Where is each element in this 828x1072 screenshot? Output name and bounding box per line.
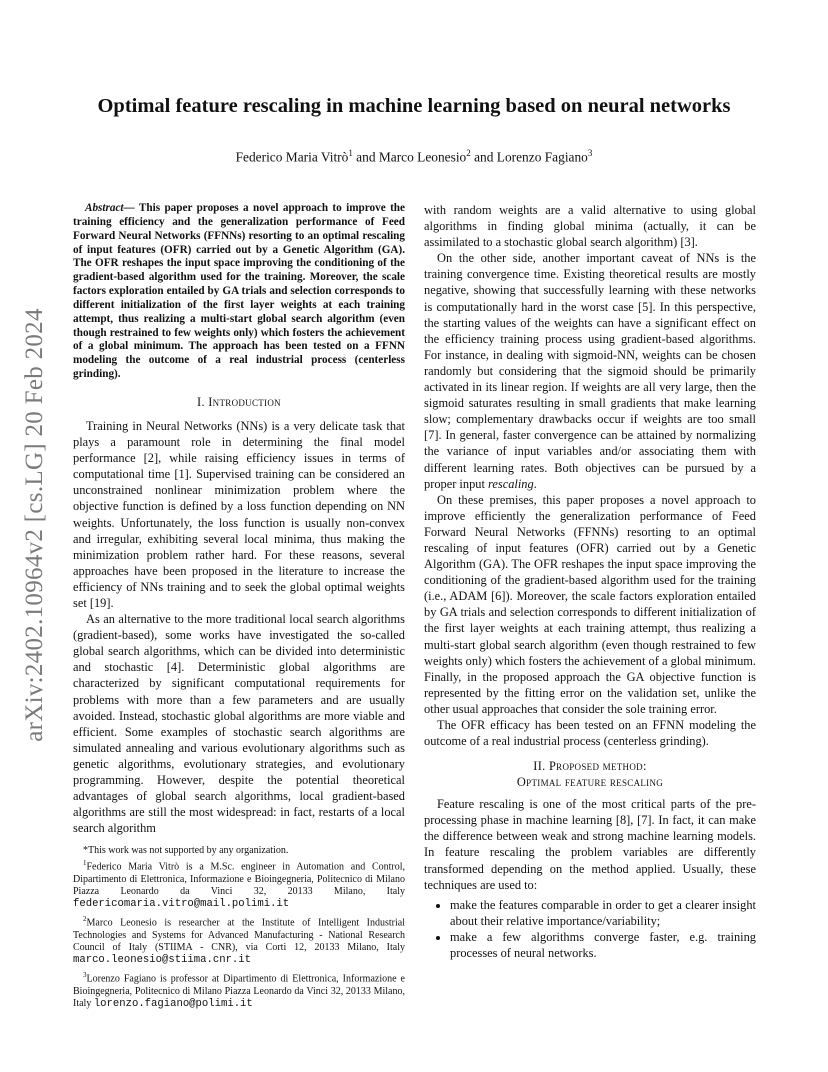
section-heading-introduction: I. Introduction <box>197 394 281 409</box>
intro-paragraph-4-text: On the other side, another important caveat of NNs is the training convergence time. Existing theoretical results are mostly negative, showing that successfully learning with these networks is computationally hard in the worst case [5]. In this perspective, the starting values of the weights can have a significant effect on the efficiency training process using gradient-based algorithms. For instance, in dealing with sigmoid-NN, weights can be chosen randomly but considering that the sigmoid should be primarily activated in its linear region. If weights are all very large, then the sigmoid saturates resulting in small gradients that make learning slow; complementary drawbacks occur if weights are too small [7]. In general, faster convergence can be attained by normalizing the variance of input variables and/or associating them with different learning rates. Both objectives can be pursued by a proper input <box>424 251 756 491</box>
intro-paragraph-2: As an alternative to the more traditional local search algorithms (gradient-based), some works have investigated the so-called global search algorithms, which can be divided into deterministic and stochastic [4]. Deterministic global algorithms are characterized by significant computational requirements for problems with more than a few parameters and are usually avoided. Instead, stochastic global algorithms are more viable and efficient. Some examples of stochastic search algorithms are simulated annealing and various evolutionary algorithms such as genetic algorithms, evolutionary strategies, and evolutionary programming. However, despite the potential theoretical advantages of global search algorithms, local gradient-based algorithms are still the most widespread: in fact, restarts of a local search algorithm <box>73 612 405 836</box>
intro-paragraph-4-end: . <box>533 476 537 491</box>
list-item: • make a few algorithms converge faster, e.g. training processes of neural networks. <box>450 929 756 961</box>
intro-paragraph-3: with random weights are a valid alternative to using global algorithms in finding global minima (actually, it can be assimilated to a stochastic global search algorithm) [3]. <box>424 203 756 250</box>
footnote-3 <box>73 969 405 1010</box>
author-3-affil: 3 <box>587 148 593 158</box>
section-heading-line-1: II. Proposed method: <box>533 759 647 774</box>
abstract-text <box>73 202 405 382</box>
method-paragraph-1: Feature rescaling is one of the most critical parts of the pre-processing phase in machine learning [8], [7]. In fact, it can make the difference between weak and strong machine learning models. In feature rescaling the problem variables are differently transformed depending on the method applied. Usually, these techniques are used to: <box>424 797 756 892</box>
footnote-1-email: federicomaria.vitro@mail.polimi.it <box>73 898 290 911</box>
intro-paragraph-5: On these premises, this paper proposes a novel approach to improve efficiently the generalization performance of Feed Forward Neural Networks (FFNNs) resorting to an optimal rescaling of input features (OFR) carried out by a Genetic Algorithm (GA). The OFR reshapes the input space improving the conditioning of the gradient-based algorithm used for the training (i.e., ADAM [6]). Moreover, the scale factors exploration entailed by GA trials and selection corresponds to different initialization of the first layer weights at each training attempt, thus realizing a multi-start global search algorithm (even though restrained to few weights only) which fosters the achievement of a global minimum. Finally, in the proposed approach the GA objective function is represented by the fitting error on the validation set, unlike the other usual approaches that consider the sole training error. <box>424 492 756 716</box>
author-2: and Marco Leonesio <box>352 149 467 165</box>
intro-paragraph-4-emphasis: rescaling <box>488 476 534 491</box>
footnote-2-text: Marco Leonesio is researcher at the Institute of Intelligent Industrial Technologies and Systems for Advanced Manufacturing - National Research Council of Italy (STIIMA - CNR), via Corti 12, 20133 Milano, Italy <box>73 917 405 954</box>
footnote-2-mark: 2 <box>83 915 87 924</box>
arxiv-sidebar <box>10 285 60 765</box>
abstract-body: This paper proposes a novel approach to improve the training efficiency and the generalization performance of Feed Forward Neural Networks (FFNNs) resorting to an optimal rescaling of input features (OFR) carried out by a Genetic Algorithm (GA). The OFR reshapes the input space improving the conditioning of the gradient-based algorithm used for the training. Moreover, the scale factors exploration entailed by GA trials and selection corresponds to different initialization of the first layer weights at each training attempt, thus realizing a multi-start global search algorithm (even though restrained to few weights only) which fosters the achievement of a global minimum. The approach has been tested on a FFNN modeling the outcome of a real industrial process (centerless grinding). <box>73 202 405 381</box>
paper-title: Optimal feature rescaling in machine learning based on neural networks <box>97 95 731 117</box>
footnote-3-mark: 3 <box>83 971 87 980</box>
method-bullet-list <box>424 897 756 961</box>
footnote-2-email: marco.leonesio@stiima.cnr.it <box>73 954 252 967</box>
abstract <box>73 202 405 382</box>
author-1: Federico Maria Vitrò <box>235 149 349 165</box>
arxiv-id: arXiv:2402.10964v2 [cs.LG] 20 Feb 2024 <box>21 308 49 742</box>
section-heading-proposed-method <box>424 758 756 790</box>
footnote-1-text: Federico Maria Vitrò is a M.Sc. engineer in Automation and Control, Dipartimento di Elettronica, Informazione e Bioingegneria, Politecnico di Milano Piazza Leonardo da Vinci 32, 20133 Milano, Italy <box>73 861 405 897</box>
intro-paragraph-1: Training in Neural Networks (NNs) is a very delicate task that plays a paramount role in determining the final model performance [2], while raising efficiency issues in terms of computational time [1]. Supervised training can be considered an unconstrained nonlinear minimization problem where the objective function is defined by a loss function depending on NN weights. Unfortunately, the loss function is usually non-convex and irregular, exhibiting several local minima, thus making the minimization problem rather hard. For these reasons, several approaches have been proposed in the literature to increase the efficiency of NNs training and to seek the global optimal weights set [19]. <box>73 418 405 610</box>
list-item: • make the features comparable in order to get a clearer insight about their relative importance/variability; <box>450 897 756 929</box>
footnote-1 <box>73 857 405 910</box>
footnotes <box>73 845 405 1010</box>
intro-paragraph-6: The OFR efficacy has been tested on an FFNN modeling the outcome of a real industrial process (centerless grinding). <box>424 718 756 749</box>
section-heading-line-2: Optimal feature rescaling <box>516 775 664 790</box>
author-2-affil: 2 <box>466 148 471 158</box>
footnote-0: *This work was not supported by any organization. <box>83 845 289 856</box>
footnote-3-email: lorenzo.fagiano@polimi.it <box>93 998 253 1011</box>
footnote-3-text: Lorenzo Fagiano is professor at Dipartimento di Elettronica, Informazione e Bioingegneria, Politecnico di Milano Piazza Leonardo da Vinci 32, 20133 Milano, Italy <box>73 973 405 1010</box>
author-line <box>60 145 768 166</box>
author-3: and Lorenzo Fagiano <box>470 149 588 165</box>
abstract-lead: Abstract— <box>85 202 135 214</box>
right-column <box>424 202 756 961</box>
author-1-affil: 1 <box>348 148 353 158</box>
left-column <box>73 202 405 836</box>
intro-paragraph-4 <box>424 250 756 491</box>
footnote-1-mark: 1 <box>83 859 87 868</box>
footnote-2 <box>73 913 405 966</box>
